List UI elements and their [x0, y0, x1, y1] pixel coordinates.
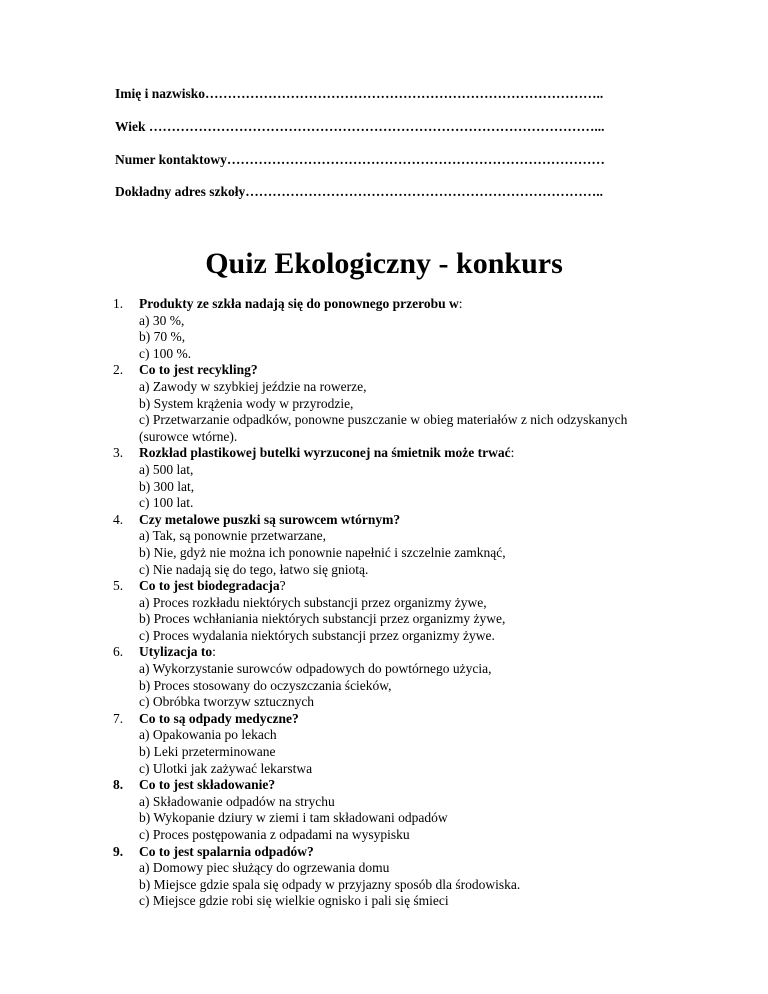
phone-field-line: Numer kontaktowy…………………………………………………………………………	[115, 152, 605, 167]
question-number: 1.	[113, 296, 124, 311]
question-number: 9.	[113, 843, 124, 859]
answer-option: a) Zawody w szybkiej jeździe na rowerze,	[139, 378, 367, 394]
document-title: Quiz Ekologiczny - konkurs	[205, 247, 563, 280]
quiz-question	[113, 711, 673, 777]
question-text	[139, 445, 673, 462]
question-text-tail: :	[458, 296, 463, 311]
question-text-bold: Produkty ze szkła nadają się do ponownego przerobu w	[139, 296, 459, 311]
question-number: 2.	[113, 362, 124, 378]
answer-option: b) Proces stosowany do oczyszczania ścieków,	[139, 677, 392, 693]
quiz-question	[113, 777, 673, 843]
quiz-question	[113, 512, 673, 578]
question-text	[139, 644, 673, 661]
question-text-tail: :	[212, 644, 216, 660]
answer-option: c) Nie nadają się do tego, łatwo się gniotą.	[139, 561, 369, 577]
answer-option: c) 100 %.	[139, 345, 192, 361]
question-text-bold: Co to jest biodegradacja	[139, 578, 280, 594]
quiz-question	[113, 296, 673, 362]
question-number: 5.	[113, 578, 124, 594]
question-text-bold: Co to są odpady medyczne?	[139, 710, 299, 726]
answer-option: b) 70 %,	[139, 329, 186, 345]
quiz-question	[113, 644, 673, 710]
answer-option: a) Domowy piec służący do ogrzewania domu	[139, 860, 390, 876]
answer-option: a) Proces rozkładu niektórych substancji przez organizmy żywe,	[139, 594, 487, 610]
answer-option: c) Proces postępowania z odpadami na wysypisku	[139, 827, 410, 842]
answer-option: a) 500 lat,	[139, 461, 194, 477]
question-number: 6.	[113, 644, 124, 660]
answer-option: b) Wykopanie dziury w ziemi i tam składowani odpadów	[139, 810, 448, 826]
question-number: 3.	[113, 445, 124, 461]
quiz-list	[113, 296, 673, 910]
question-text	[139, 362, 673, 379]
question-text-bold: Co to jest spalarnia odpadów?	[139, 843, 314, 859]
answer-option: b) Proces wchłaniania niektórych substancji przez organizmy żywe,	[139, 611, 506, 627]
question-text	[139, 512, 673, 529]
quiz-question	[113, 844, 673, 910]
question-number: 7.	[113, 710, 124, 726]
answer-option: c) Ulotki jak zażywać lekarstwa	[139, 760, 313, 776]
answer-option: a) Opakowania po lekach	[139, 727, 277, 743]
quiz-question	[113, 362, 673, 445]
question-text-bold: Co to jest recykling?	[139, 362, 258, 378]
question-text	[139, 711, 673, 728]
question-text-tail: ?	[279, 578, 286, 594]
question-text	[139, 844, 673, 861]
answer-option: a) Tak, są ponownie przetwarzane,	[139, 528, 326, 544]
question-text	[139, 296, 673, 313]
question-text	[139, 578, 673, 595]
answer-option: b) Leki przeterminowane	[139, 744, 276, 760]
question-text-bold: Czy metalowe puszki są surowcem wtórnym?	[139, 511, 401, 527]
answer-option: a) Wykorzystanie surowców odpadowych do powtórnego użycia,	[139, 661, 492, 677]
answer-option: b) 300 lat,	[139, 478, 195, 494]
question-number: 8.	[113, 777, 124, 793]
question-text-bold: Rozkład plastikowej butelki wyrzuconej na śmietnik może trwać	[139, 445, 511, 461]
question-text-tail: :	[510, 445, 515, 461]
question-text-bold: Co to jest składowanie?	[139, 777, 276, 793]
answer-option: b) Nie, gdyż nie można ich ponownie napełnić i szczelnie zamknąć,	[139, 544, 506, 560]
answer-option: c) 100 lat.	[139, 495, 194, 511]
answer-option: c) Przetwarzanie odpadków, ponowne puszczanie w obieg materiałów z nich odzyskanych (surowce wtórne).	[139, 412, 628, 444]
answer-option: a) Składowanie odpadów na strychu	[139, 793, 335, 809]
answer-option: b) Miejsce gdzie spala się odpady w przyjazny sposób dla środowiska.	[139, 876, 521, 892]
school-address-field-line: Dokładny adres szkoły……………………………………………………………………..	[115, 184, 604, 199]
age-field-line: Wiek ………………………………………………………………………………………...	[115, 119, 605, 134]
answer-option: a) 30 %,	[139, 312, 185, 328]
answer-option: c) Obróbka tworzyw sztucznych	[139, 694, 315, 710]
name-field-line: Imię i nazwisko……………………………………………………………………………..	[115, 86, 604, 101]
answer-option: c) Miejsce gdzie robi się wielkie ognisko i pali się śmieci	[139, 893, 449, 909]
question-text-bold: Utylizacja to	[139, 644, 213, 660]
question-text	[139, 777, 673, 794]
answer-option: b) System krążenia wody w przyrodzie,	[139, 395, 354, 411]
quiz-question	[113, 578, 673, 644]
quiz-question	[113, 445, 673, 511]
question-number: 4.	[113, 511, 124, 527]
answer-option: c) Proces wydalania niektórych substancji przez organizmy żywe.	[139, 627, 495, 643]
